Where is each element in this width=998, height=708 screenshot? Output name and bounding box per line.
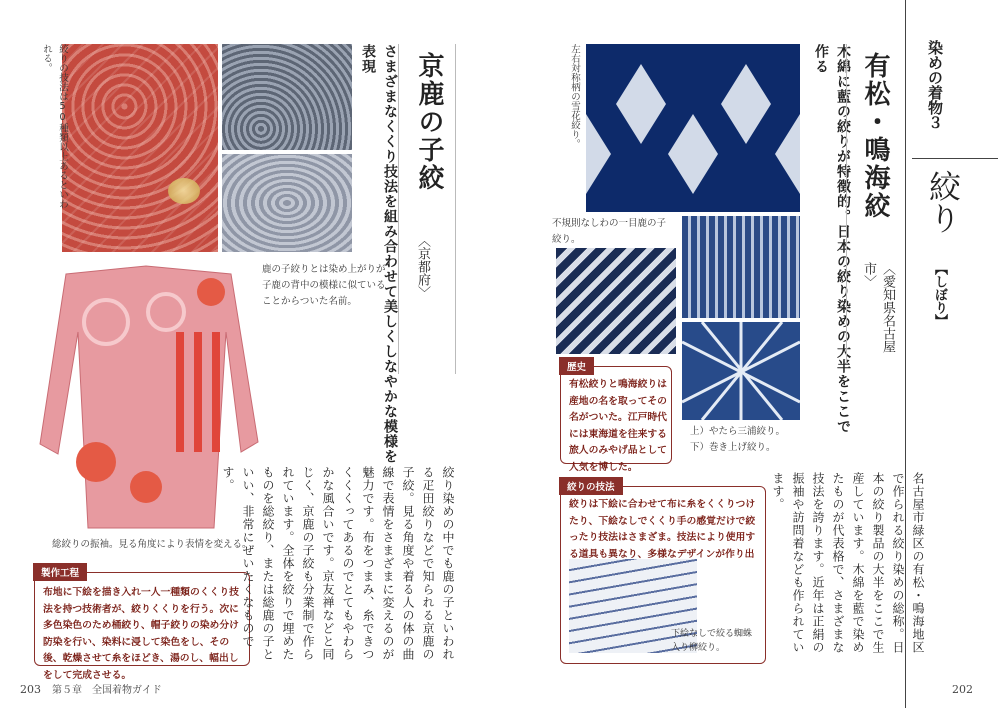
sekka-pattern bbox=[586, 44, 800, 212]
right-region: 〈愛知県名古屋市〉 bbox=[861, 262, 895, 353]
history-label: 歴史 bbox=[559, 357, 594, 375]
caption-furisode: 総絞りの振袖。見る角度により表情を変える。 bbox=[52, 539, 252, 550]
sidebar-title: 絞り bbox=[924, 170, 962, 234]
right-title-block bbox=[846, 44, 899, 364]
technique-box bbox=[560, 482, 766, 664]
sidebar-series: 染めの着物３ bbox=[926, 40, 944, 130]
history-text: 有松絞りと鳴海絞りは産地の名を取ってその名がついた。江戸時代には東海道を往来する旅人のみやげ品として人気を博した。 bbox=[569, 379, 667, 473]
gold-motif bbox=[168, 178, 200, 204]
caption-bottom: 下絵なしで絞る蜘蛛入り柳絞り。 bbox=[671, 629, 753, 653]
page-number-left: 203 bbox=[20, 683, 41, 696]
yatara-miura-photo bbox=[682, 216, 800, 318]
red-shibori-photo bbox=[62, 44, 218, 252]
technique-label: 絞りの技法 bbox=[559, 477, 623, 495]
caption-top-right: 左右対称柄の雪花絞り。 bbox=[569, 44, 580, 149]
caption-mid: 不規則なしわの一目鹿の子絞り。 bbox=[552, 218, 667, 245]
left-title-block bbox=[398, 44, 456, 374]
left-title: 京鹿の子絞 bbox=[414, 52, 444, 192]
page-number-right: 202 bbox=[952, 683, 973, 696]
gray-shibori-photo-top bbox=[222, 44, 352, 150]
process-text: 布地に下絵を描き入れ一人一種類のくくり技法を持つ技術者が、絞りくくりを行う。次に多色染色のため桶絞り、帽子絞りの染め分け防染を行い、染料に浸して染色をし、その後、乾燥させて糸をほどき、湯のし、幅出しをして完成させる。 bbox=[43, 587, 239, 681]
left-headline: さまざまなくくり技法を組み合わせて美しくしなやかな模様を表現 bbox=[360, 44, 398, 464]
sidebar-reading: 【しぼり】 bbox=[932, 262, 947, 327]
gray-shibori-photo-bottom bbox=[222, 154, 352, 252]
caption-kanoko: 鹿の子絞りとは染め上がりが子鹿の背中の模様に似ていることからついた名前。 bbox=[262, 264, 386, 307]
footer-chapter: 第５章 全国着物ガイド bbox=[52, 685, 162, 696]
history-box bbox=[560, 362, 672, 473]
technique-text: 絞りは下絵に合わせて布に糸をくくりつけたり、下絵なしでくくり手の感覚だけで絞ったり技法はさまざま。技法により使用する道具も異なり、多様なデザインが作り出 bbox=[569, 499, 756, 560]
right-headline: 木綿に藍の絞りが特徴的。日本の絞り染めの大半をここで作る bbox=[813, 44, 851, 434]
makiage-photo bbox=[682, 322, 800, 420]
sekka-shibori-photo bbox=[586, 44, 800, 212]
sidebar-divider bbox=[905, 0, 906, 708]
left-body-text: 絞り染めの中でも鹿の子といわれる疋田絞りなどで知られる京鹿の子絞。見る角度や着る人の体の曲線で表情をさまざまに変えるのが魅力です。布をつまみ、糸できつくくくってあるのでとてもやわらかな風合いです。京友禅などと同じく、京鹿の子絞も分業制で作られています。全体を絞りで埋めたものを総絞り、または総鹿の子といい、非常にぜいたくなものです。 bbox=[221, 466, 455, 661]
process-label: 製作工程 bbox=[33, 563, 87, 581]
hitome-kanoko-photo bbox=[556, 248, 676, 354]
caption-right-photos: 上）やたら三浦絞り。下）巻き上げ絞り。 bbox=[690, 426, 786, 453]
left-region: 〈京都府〉 bbox=[415, 234, 430, 299]
process-box bbox=[34, 568, 250, 681]
sidebar-rule bbox=[912, 158, 998, 159]
right-title: 有松・鳴海絞 bbox=[860, 52, 890, 220]
right-body-text: 名古屋市緑区の有松・鳴海地区で作られる絞り染めの総称。日本の絞り製品の大半をここで生産しています。木綿を藍で染めたものが代表格で、さまざまな技法を誇ります。近年は正絹の振袖や訪問着なども作られています。 bbox=[771, 472, 925, 654]
caption-top-left: 絞りの技法は50種類以上あるといわれる。 bbox=[41, 44, 68, 209]
makiage-pattern bbox=[682, 322, 800, 420]
